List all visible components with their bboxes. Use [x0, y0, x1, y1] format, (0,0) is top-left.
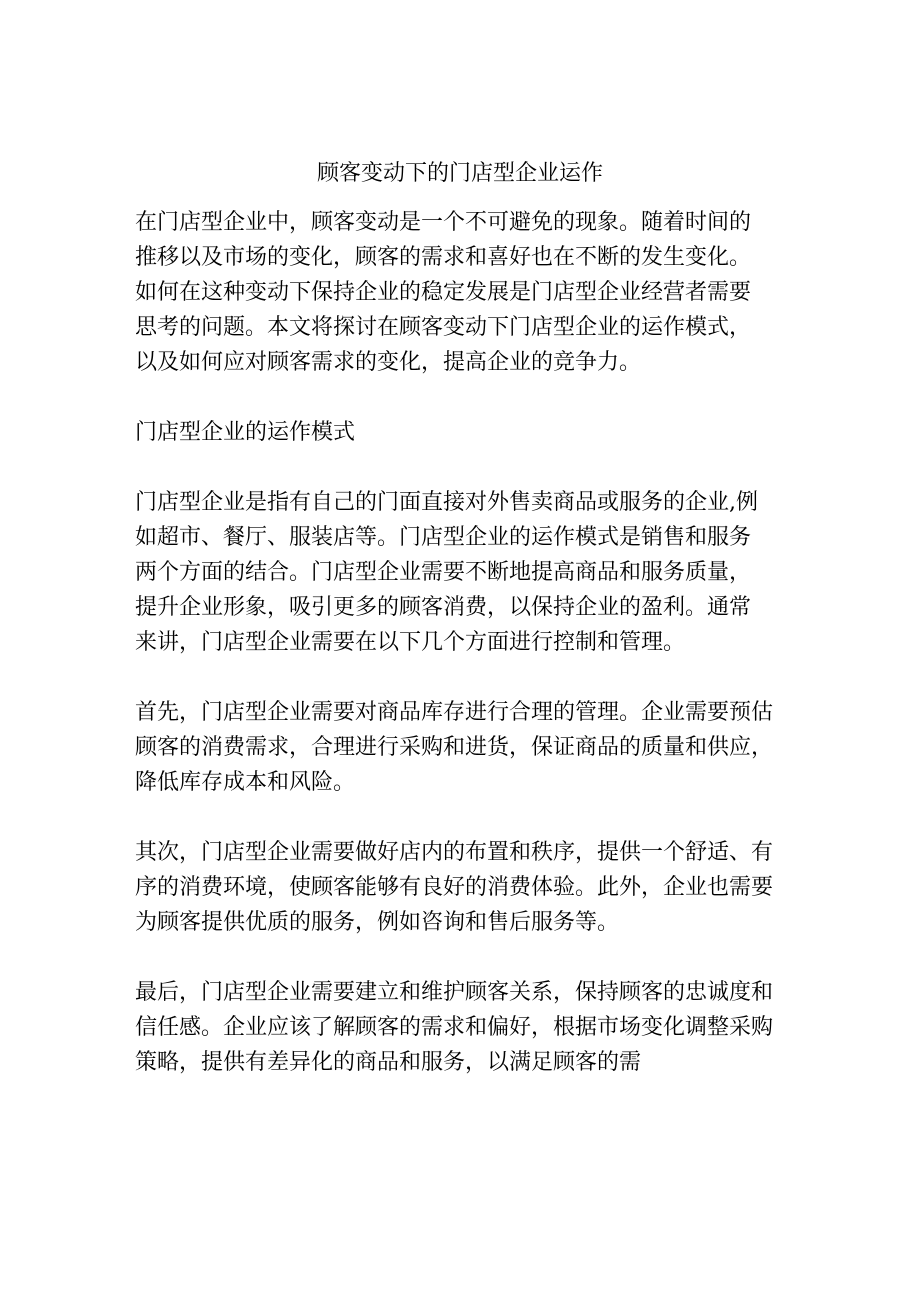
text-line: 信任感。企业应该了解顾客的需求和偏好，根据市场变化调整采购 — [135, 1015, 774, 1040]
text-line: 顾客的消费需求，合理进行采购和进货，保证商品的质量和供应， — [135, 735, 774, 760]
document-body — [135, 205, 815, 1080]
text-line: 在门店型企业中，顾客变动是一个不可避免的现象。随着时间的 — [135, 210, 752, 235]
document-title: 顾客变动下的门店型企业运作 — [316, 161, 603, 186]
text-line: 推移以及市场的变化，顾客的需求和喜好也在不断的发生变化。 — [135, 245, 752, 270]
text-line: 序的消费环境，使顾客能够有良好的消费体验。此外，企业也需要 — [135, 875, 774, 900]
text-line: 策略，提供有差异化的商品和服务，以满足顾客的需 — [135, 1050, 642, 1075]
paragraph-definition — [135, 485, 815, 660]
paragraph-spacer — [135, 380, 815, 415]
text-line: 门店型企业的运作模式 — [135, 420, 356, 445]
text-line: 最后，门店型企业需要建立和维护顾客关系，保持顾客的忠诚度和 — [135, 980, 774, 1005]
paragraph-spacer — [135, 450, 815, 485]
text-line: 为顾客提供优质的服务，例如咨询和售后服务等。 — [135, 910, 620, 935]
text-line: 提升企业形象，吸引更多的顾客消费，以保持企业的盈利。通常 — [135, 595, 752, 620]
text-line: 两个方面的结合。门店型企业需要不断地提高商品和服务质量， — [135, 560, 752, 585]
text-line: 以及如何应对顾客需求的变化，提高企业的竞争力。 — [135, 350, 642, 375]
text-line: 首先，门店型企业需要对商品库存进行合理的管理。企业需要预估 — [135, 700, 774, 725]
text-line: 如超市、餐厅、服装店等。门店型企业的运作模式是销售和服务 — [135, 525, 752, 550]
paragraph-spacer — [135, 800, 815, 835]
paragraph-first — [135, 695, 815, 800]
paragraph-spacer — [135, 660, 815, 695]
text-line: 来讲，门店型企业需要在以下几个方面进行控制和管理。 — [135, 630, 686, 655]
paragraph-intro — [135, 205, 815, 380]
text-line: 门店型企业是指有自己的门面直接对外售卖商品或服务的企业,例 — [135, 490, 758, 515]
text-line: 降低库存成本和风险。 — [135, 770, 356, 795]
paragraph-second — [135, 835, 815, 940]
text-line: 思考的问题。本文将探讨在顾客变动下门店型企业的运作模式， — [135, 315, 752, 340]
text-line: 如何在这种变动下保持企业的稳定发展是门店型企业经营者需要 — [135, 280, 752, 305]
paragraph-last — [135, 975, 815, 1080]
text-line: 其次，门店型企业需要做好店内的布置和秩序，提供一个舒适、有 — [135, 840, 774, 865]
section-heading — [135, 415, 815, 450]
paragraph-spacer — [135, 940, 815, 975]
